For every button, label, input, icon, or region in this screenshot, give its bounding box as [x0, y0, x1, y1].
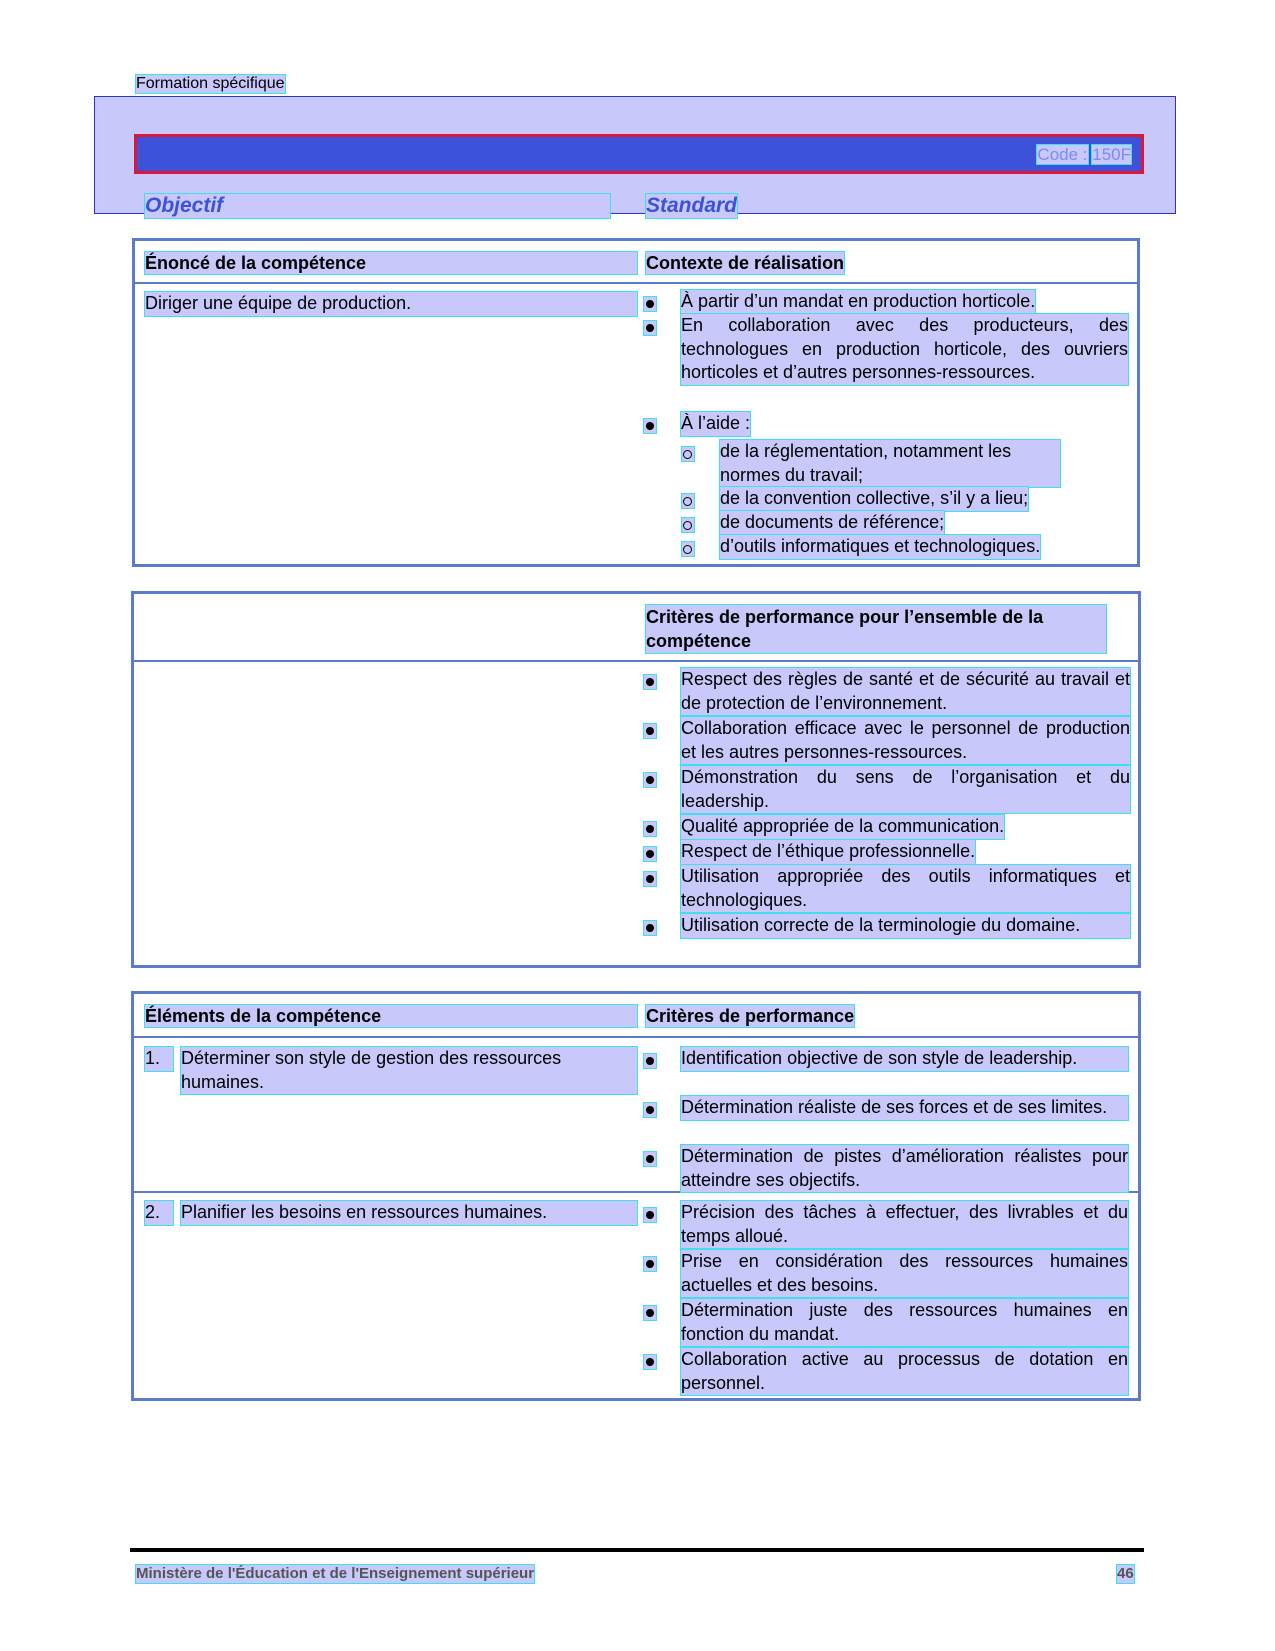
element-text: Déterminer son style de gestion des ressources humaines.: [181, 1047, 637, 1094]
context-sub-item: de documents de référence;: [720, 511, 944, 535]
criteria-item: Utilisation correcte de la terminologie du domaine.: [681, 914, 1130, 938]
objectif-heading: Objectif: [145, 194, 610, 218]
bullet-icon: [644, 1355, 656, 1369]
criteria-item: Collaboration efficace avec le personnel de production et les autres personnes-ressources.: [681, 717, 1130, 764]
elements-heading: Éléments de la compétence: [145, 1005, 637, 1027]
bullet-icon: [644, 419, 656, 433]
bullet-icon: [644, 921, 656, 935]
bullet-icon: [644, 773, 656, 787]
bullet-icon: [644, 675, 656, 689]
element-criteria-item: Prise en considération des ressources humaines actuelles et des besoins.: [681, 1250, 1128, 1297]
sub-bullet-icon: [682, 494, 694, 508]
bullet-icon: [644, 297, 656, 311]
footer-ministry: Ministère de l'Éducation et de l'Enseignement supérieur: [136, 1565, 535, 1582]
criteria-item: Démonstration du sens de l’organisation et du leadership.: [681, 766, 1130, 813]
performance-criteria-heading: Critères de performance: [646, 1006, 855, 1026]
code-value: 150F: [1092, 145, 1131, 164]
bullet-icon: [644, 872, 656, 886]
competency-statement-table: [132, 238, 1140, 567]
footer-rule: [130, 1548, 1144, 1552]
element-criteria-item: Précision des tâches à effectuer, des livrables et du temps alloué.: [681, 1201, 1128, 1248]
competency-code: [1037, 145, 1131, 165]
bullet-icon: [644, 1306, 656, 1320]
criteria-item: Respect des règles de santé et de sécurité au travail et de protection de l’environnement.: [681, 668, 1130, 715]
running-header: Formation spécifique: [136, 75, 285, 92]
context-sub-item: de la réglementation, notamment les normes du travail;: [720, 440, 1060, 487]
element-criteria-item: Collaboration active au processus de dotation en personnel.: [681, 1348, 1128, 1395]
element-criteria-item: Identification objective de son style de leadership.: [681, 1047, 1128, 1071]
page-number: 46: [1117, 1565, 1134, 1582]
bullet-icon: [644, 1054, 656, 1068]
sub-bullet-icon: [682, 447, 694, 461]
table-divider: [131, 660, 1141, 662]
element-criteria-item: Détermination réaliste de ses forces et de ses limites.: [681, 1096, 1128, 1120]
element-number: 1.: [145, 1047, 173, 1071]
bullet-icon: [644, 1257, 656, 1271]
context-sub-item: d’outils informatiques et technologiques.: [720, 535, 1040, 559]
table-divider: [132, 282, 1140, 284]
sub-bullet-icon: [682, 518, 694, 532]
element-criteria-item: Détermination juste des ressources humaines en fonction du mandat.: [681, 1299, 1128, 1346]
sub-bullet-icon: [682, 542, 694, 556]
criteria-item: Qualité appropriée de la communication.: [681, 815, 1004, 839]
code-label: Code :: [1037, 145, 1088, 164]
statement-heading: Énoncé de la compétence: [145, 252, 637, 274]
bullet-icon: [644, 822, 656, 836]
competency-title-bar: [134, 134, 1144, 174]
table-divider: [131, 1036, 1141, 1038]
competency-statement: Diriger une équipe de production.: [145, 292, 637, 316]
element-criteria-item: Détermination de pistes d’amélioration réalistes pour atteindre ses objectifs.: [681, 1145, 1128, 1192]
bullet-icon: [644, 724, 656, 738]
context-sub-item: de la convention collective, s’il y a lieu;: [720, 487, 1028, 511]
context-item: À l’aide :: [681, 412, 750, 436]
bullet-icon: [644, 1152, 656, 1166]
overall-criteria-heading: Critères de performance pour l’ensemble de la compétence: [646, 605, 1106, 653]
context-item: À partir d’un mandat en production horticole.: [681, 290, 1035, 314]
bullet-icon: [644, 847, 656, 861]
bullet-icon: [644, 321, 656, 335]
element-number: 2.: [145, 1201, 173, 1225]
context-item: En collaboration avec des producteurs, des technologues en production horticole, des ouvriers horticoles et d’autres personnes-ressources.: [681, 314, 1128, 385]
context-heading: Contexte de réalisation: [646, 253, 845, 273]
standard-heading: Standard: [646, 194, 738, 217]
criteria-item: Utilisation appropriée des outils informatiques et technologiques.: [681, 865, 1130, 912]
bullet-icon: [644, 1103, 656, 1117]
criteria-item: Respect de l’éthique professionnelle.: [681, 840, 975, 864]
bullet-icon: [644, 1208, 656, 1222]
element-text: Planifier les besoins en ressources humaines.: [181, 1201, 637, 1225]
